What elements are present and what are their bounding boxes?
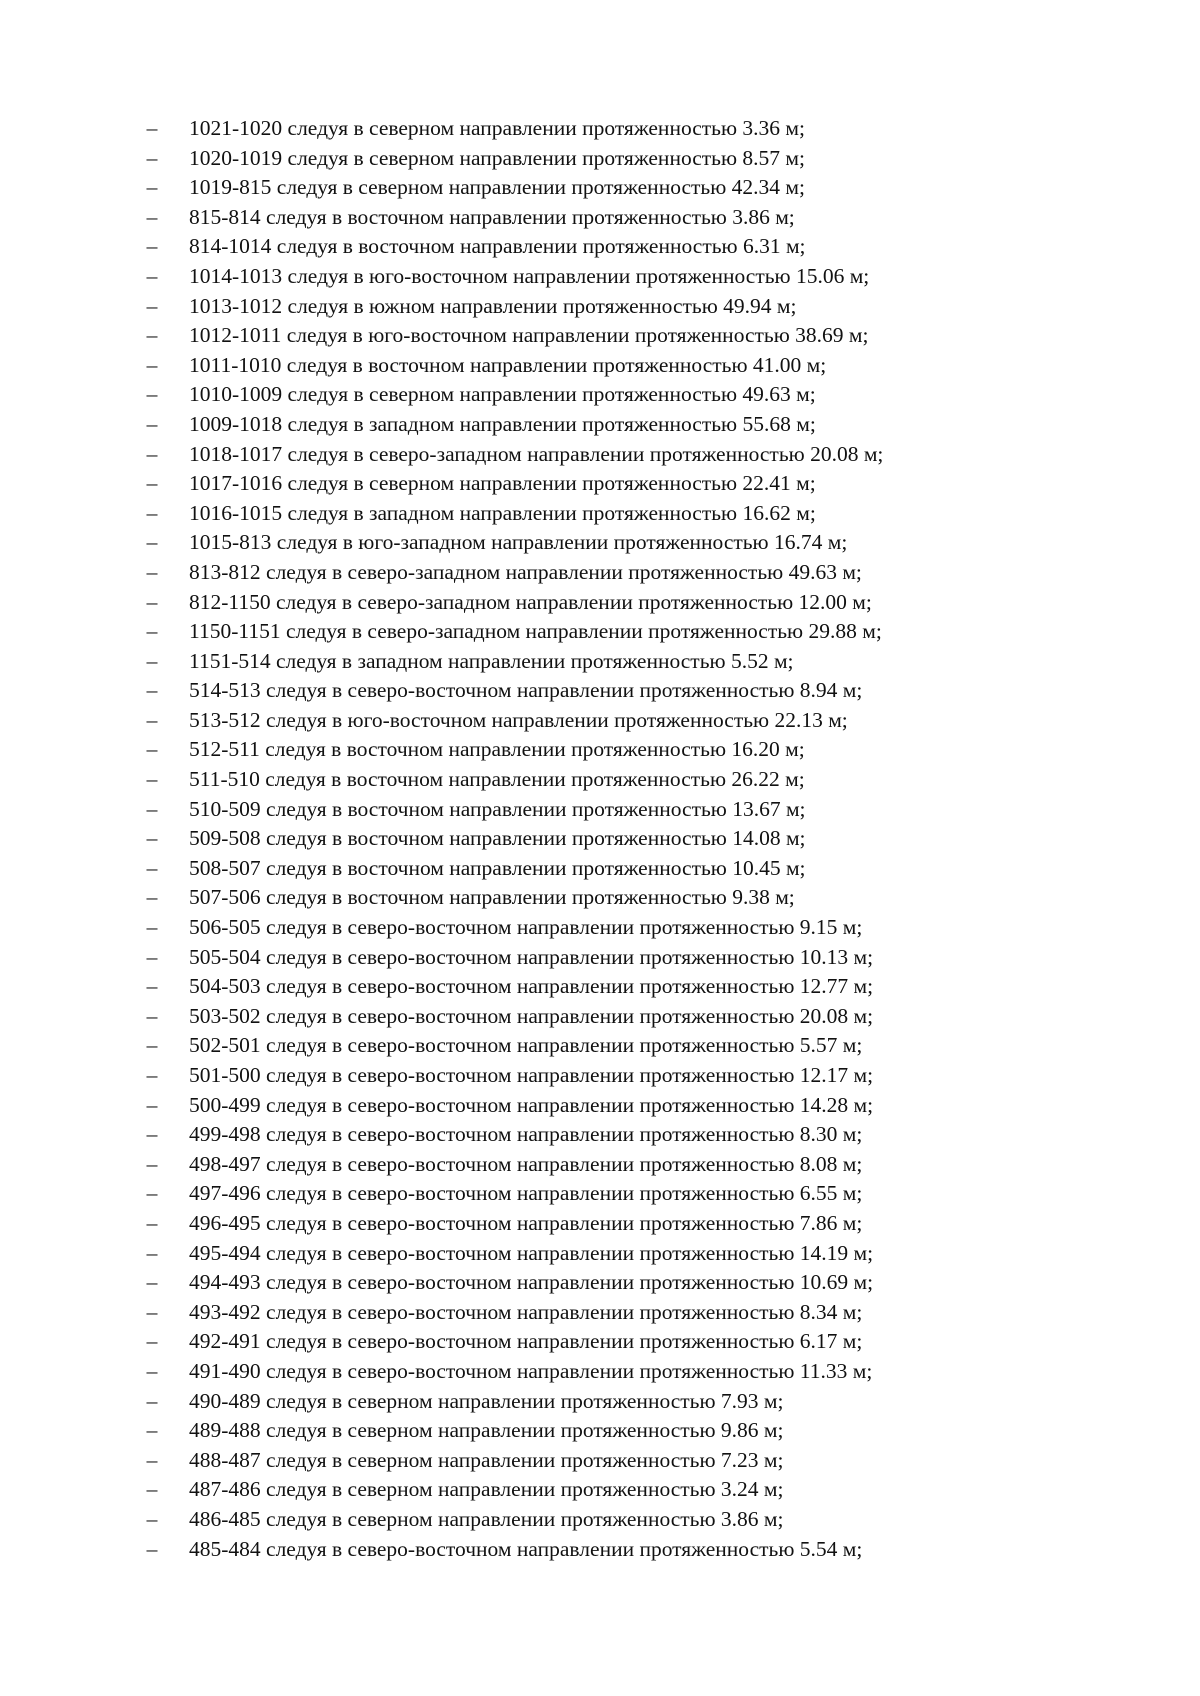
bullet-dash: – <box>146 500 158 525</box>
list-item <box>0 676 1200 706</box>
list-item <box>0 440 1200 470</box>
list-item <box>0 321 1200 351</box>
segment-description: 494-493 следуя в северо-восточном направлении протяженностью 10.69 м; <box>189 1270 874 1295</box>
bullet-dash: – <box>146 1447 158 1472</box>
segment-description: 815-814 следуя в восточном направлении протяженностью 3.86 м; <box>189 204 795 229</box>
list-item <box>0 410 1200 440</box>
bullet-dash: – <box>146 1151 158 1176</box>
segment-description: 813-812 следуя в северо-западном направлении протяженностью 49.63 м; <box>189 559 862 584</box>
segment-description: 501-500 следуя в северо-восточном направлении протяженностью 12.17 м; <box>189 1063 874 1087</box>
bullet-dash: – <box>146 1033 158 1058</box>
bullet-dash: – <box>146 559 158 584</box>
list-item <box>0 735 1200 765</box>
list-item <box>0 1002 1200 1032</box>
segment-list <box>0 114 1200 1564</box>
bullet-dash: – <box>146 855 158 880</box>
list-item <box>0 1150 1200 1180</box>
list-item <box>0 1446 1200 1476</box>
bullet-dash: – <box>146 293 158 318</box>
bullet-dash: – <box>146 678 158 703</box>
segment-description: 1014-1013 следуя в юго-восточном направлении протяженностью 15.06 м; <box>189 263 870 288</box>
bullet-dash: – <box>146 352 158 377</box>
bullet-dash: – <box>146 648 158 673</box>
bullet-dash: – <box>146 530 158 555</box>
segment-description: 507-506 следуя в восточном направлении протяженностью 9.38 м; <box>189 885 795 910</box>
list-item <box>0 1298 1200 1328</box>
segment-description: 500-499 следуя в северо-восточном направлении протяженностью 14.28 м; <box>189 1092 874 1117</box>
segment-description: 1011-1010 следуя в восточном направлении протяженностью 41.00 м; <box>189 352 827 377</box>
bullet-dash: – <box>146 707 158 732</box>
list-item <box>0 1327 1200 1357</box>
list-item <box>0 913 1200 943</box>
bullet-dash: – <box>146 323 158 348</box>
segment-description: 485-484 следуя в северо-восточном направлении протяженностью 5.54 м; <box>189 1536 863 1561</box>
bullet-dash: – <box>146 1210 158 1235</box>
segment-description: 486-485 следуя в северном направлении протяженностью 3.86 м; <box>189 1506 784 1531</box>
list-item <box>0 1505 1200 1535</box>
list-item <box>0 943 1200 973</box>
list-item <box>0 1357 1200 1387</box>
list-item <box>0 824 1200 854</box>
bullet-dash: – <box>146 382 158 407</box>
list-item <box>0 765 1200 795</box>
segment-description: 497-496 следуя в северо-восточном направлении протяженностью 6.55 м; <box>189 1181 863 1206</box>
list-item <box>0 1416 1200 1446</box>
segment-description: 487-486 следуя в северном направлении протяженностью 3.24 м; <box>189 1477 784 1502</box>
list-item <box>0 972 1200 1002</box>
bullet-dash: – <box>146 471 158 496</box>
segment-description: 1020-1019 следуя в северном направлении протяженностью 8.57 м; <box>189 145 805 170</box>
segment-description: 491-490 следуя в северо-восточном направлении протяженностью 11.33 м; <box>189 1358 873 1383</box>
bullet-dash: – <box>146 263 158 288</box>
bullet-dash: – <box>146 1181 158 1206</box>
segment-description: 1151-514 следуя в западном направлении протяженностью 5.52 м; <box>189 648 794 673</box>
bullet-dash: – <box>146 204 158 229</box>
list-item <box>0 1239 1200 1269</box>
segment-description: 508-507 следуя в восточном направлении протяженностью 10.45 м; <box>189 855 806 880</box>
list-item <box>0 292 1200 322</box>
segment-description: 1019-815 следуя в северном направлении протяженностью 42.34 м; <box>189 175 805 200</box>
bullet-dash: – <box>146 1092 158 1117</box>
segment-description: 505-504 следуя в северо-восточном направлении протяженностью 10.13 м; <box>189 944 874 969</box>
list-item <box>0 173 1200 203</box>
segment-description: 1017-1016 следуя в северном направлении протяженностью 22.41 м; <box>189 471 816 496</box>
bullet-dash: – <box>146 885 158 910</box>
bullet-dash: – <box>146 145 158 170</box>
list-item <box>0 351 1200 381</box>
list-item <box>0 706 1200 736</box>
bullet-dash: – <box>146 826 158 851</box>
segment-description: 506-505 следуя в северо-восточном направлении протяженностью 9.15 м; <box>189 915 863 940</box>
list-item <box>0 1031 1200 1061</box>
segment-description: 488-487 следуя в северном направлении протяженностью 7.23 м; <box>189 1447 784 1472</box>
list-item <box>0 1268 1200 1298</box>
list-item <box>0 232 1200 262</box>
list-item <box>0 528 1200 558</box>
bullet-dash: – <box>146 411 158 436</box>
list-item <box>0 144 1200 174</box>
bullet-dash: – <box>146 737 158 762</box>
segment-description: 1013-1012 следуя в южном направлении протяженностью 49.94 м; <box>189 293 797 318</box>
segment-description: 512-511 следуя в восточном направлении протяженностью 16.20 м; <box>189 737 805 762</box>
segment-description: 504-503 следуя в северо-восточном направлении протяженностью 12.77 м; <box>189 974 874 999</box>
segment-description: 510-509 следуя в восточном направлении протяженностью 13.67 м; <box>189 796 806 821</box>
list-item <box>0 588 1200 618</box>
segment-description: 496-495 следуя в северо-восточном направлении протяженностью 7.86 м; <box>189 1210 863 1235</box>
segment-description: 489-488 следуя в северном направлении протяженностью 9.86 м; <box>189 1418 784 1443</box>
bullet-dash: – <box>146 1506 158 1531</box>
list-item <box>0 1535 1200 1565</box>
bullet-dash: – <box>146 589 158 614</box>
bullet-dash: – <box>146 1270 158 1295</box>
list-item <box>0 647 1200 677</box>
bullet-dash: – <box>146 1122 158 1147</box>
bullet-dash: – <box>146 1418 158 1443</box>
bullet-dash: – <box>146 1388 158 1413</box>
list-item <box>0 558 1200 588</box>
segment-description: 514-513 следуя в северо-восточном направлении протяженностью 8.94 м; <box>189 678 863 703</box>
segment-description: 503-502 следуя в северо-восточном направлении протяженностью 20.08 м; <box>189 1003 874 1028</box>
bullet-dash: – <box>146 441 158 466</box>
bullet-dash: – <box>146 1536 158 1561</box>
list-item <box>0 114 1200 144</box>
segment-description: 493-492 следуя в северо-восточном направлении протяженностью 8.34 м; <box>189 1299 863 1324</box>
segment-description: 498-497 следуя в северо-восточном направлении протяженностью 8.08 м; <box>189 1151 863 1176</box>
bullet-dash: – <box>146 974 158 999</box>
list-item <box>0 617 1200 647</box>
segment-description: 511-510 следуя в восточном направлении протяженностью 26.22 м; <box>189 767 805 792</box>
segment-description: 814-1014 следуя в восточном направлении протяженностью 6.31 м; <box>189 234 806 259</box>
list-item <box>0 203 1200 233</box>
list-item <box>0 1120 1200 1150</box>
bullet-dash: – <box>146 1329 158 1354</box>
bullet-dash: – <box>146 1063 158 1087</box>
bullet-dash: – <box>146 767 158 792</box>
segment-description: 1009-1018 следуя в западном направлении протяженностью 55.68 м; <box>189 411 816 436</box>
segment-description: 1021-1020 следуя в северном направлении протяженностью 3.36 м; <box>189 116 805 140</box>
segment-description: 1010-1009 следуя в северном направлении протяженностью 49.63 м; <box>189 382 816 407</box>
segment-description: 495-494 следуя в северо-восточном направлении протяженностью 14.19 м; <box>189 1240 874 1265</box>
list-item <box>0 795 1200 825</box>
list-item <box>0 1475 1200 1505</box>
list-item <box>0 883 1200 913</box>
list-item <box>0 1061 1200 1091</box>
bullet-dash: – <box>146 1240 158 1265</box>
bullet-dash: – <box>146 1299 158 1324</box>
list-item <box>0 499 1200 529</box>
bullet-dash: – <box>146 915 158 940</box>
list-item <box>0 469 1200 499</box>
list-item <box>0 854 1200 884</box>
segment-description: 513-512 следуя в юго-восточном направлении протяженностью 22.13 м; <box>189 707 848 732</box>
list-item <box>0 1209 1200 1239</box>
bullet-dash: – <box>146 175 158 200</box>
bullet-dash: – <box>146 1358 158 1383</box>
segment-description: 1012-1011 следуя в юго-восточном направлении протяженностью 38.69 м; <box>189 323 869 348</box>
list-item <box>0 262 1200 292</box>
list-item <box>0 1387 1200 1417</box>
list-item <box>0 380 1200 410</box>
segment-description: 812-1150 следуя в северо-западном направлении протяженностью 12.00 м; <box>189 589 872 614</box>
bullet-dash: – <box>146 944 158 969</box>
list-item <box>0 1091 1200 1121</box>
segment-description: 509-508 следуя в восточном направлении протяженностью 14.08 м; <box>189 826 806 851</box>
segment-description: 499-498 следуя в северо-восточном направлении протяженностью 8.30 м; <box>189 1122 863 1147</box>
segment-description: 1015-813 следуя в юго-западном направлении протяженностью 16.74 м; <box>189 530 848 555</box>
segment-description: 490-489 следуя в северном направлении протяженностью 7.93 м; <box>189 1388 784 1413</box>
segment-description: 1150-1151 следуя в северо-западном направлении протяженностью 29.88 м; <box>189 619 882 644</box>
segment-description: 1016-1015 следуя в западном направлении протяженностью 16.62 м; <box>189 500 816 525</box>
list-item <box>0 1179 1200 1209</box>
segment-description: 1018-1017 следуя в северо-западном направлении протяженностью 20.08 м; <box>189 441 884 466</box>
bullet-dash: – <box>146 1003 158 1028</box>
bullet-dash: – <box>146 796 158 821</box>
bullet-dash: – <box>146 1477 158 1502</box>
bullet-dash: – <box>146 234 158 259</box>
bullet-dash: – <box>146 116 158 140</box>
bullet-dash: – <box>146 619 158 644</box>
segment-description: 492-491 следуя в северо-восточном направлении протяженностью 6.17 м; <box>189 1329 863 1354</box>
segment-description: 502-501 следуя в северо-восточном направлении протяженностью 5.57 м; <box>189 1033 863 1058</box>
